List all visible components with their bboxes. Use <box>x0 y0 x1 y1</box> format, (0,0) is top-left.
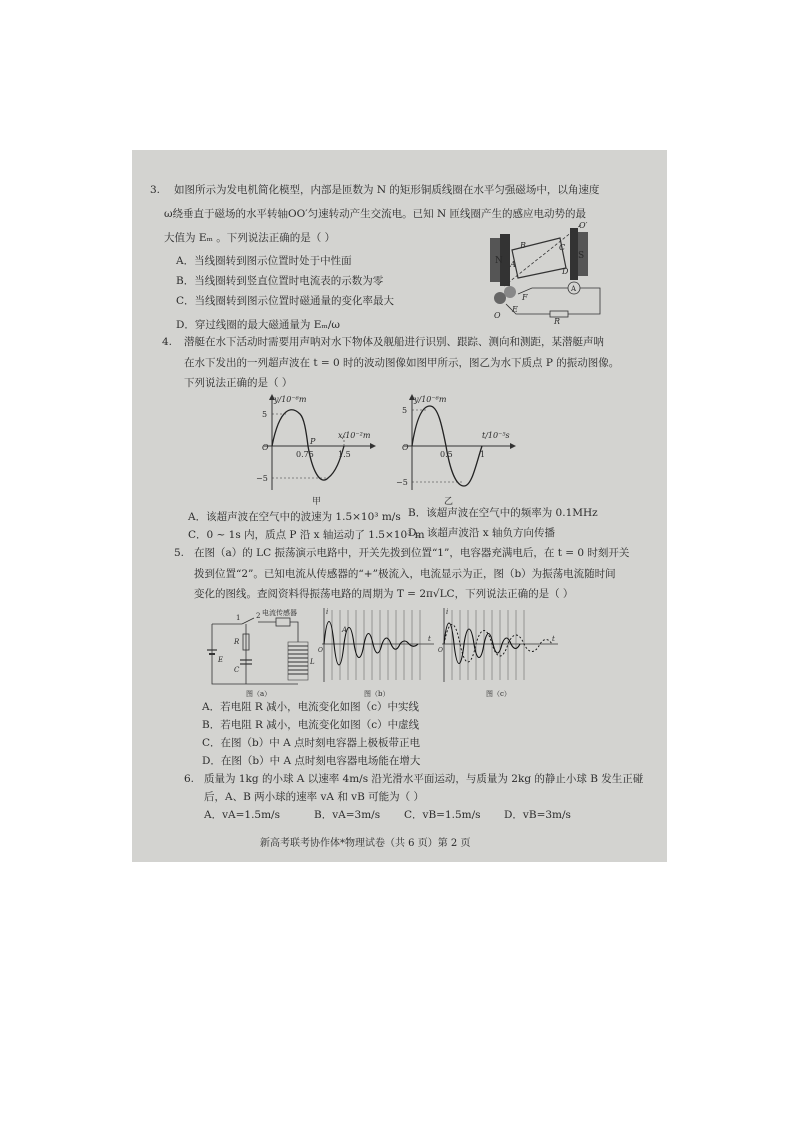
switch-pos-1: 1 <box>236 614 241 622</box>
q6-option-a: A．vA=1.5m/s <box>204 809 280 821</box>
q5-number: 5. <box>174 547 185 559</box>
i-axis-label: i <box>446 608 449 616</box>
q3-stem-line2: ω绕垂直于磁场的水平转轴OO′匀速转动产生交流电。已知 N 匝线圈产生的感应电动势的最 <box>164 208 587 220</box>
origin-label: O <box>262 443 269 452</box>
sensor-label: 电流传感器 <box>262 609 297 617</box>
magnet-s-face <box>570 228 578 280</box>
switch-blade <box>242 618 254 624</box>
x-tick-mid: 0.75 <box>296 450 314 459</box>
grid-lines <box>452 610 524 680</box>
y-tick-top: 5 <box>262 410 268 419</box>
q4-stem-line2: 在水下发出的一列超声波在 t = 0 时的波动图像如图甲所示，图乙为水下质点 P 的振动图像。 <box>184 357 620 369</box>
label-s: S <box>578 251 585 261</box>
y-axis-label: y/10⁻⁶m <box>414 395 447 404</box>
q3-stem-line1: 如图所示为发电机简化模型，内部是匝数为 N 的矩形铜质线圈在水平匀强磁场中，以角速度 <box>174 184 600 196</box>
q4-stem-line3: 下列说法正确的是（ ） <box>184 377 293 389</box>
label-f: F <box>522 293 528 302</box>
q3-number: 3. <box>150 184 161 196</box>
label-e: E <box>512 305 518 314</box>
q4-option-c: C．0 ~ 1s 内，质点 P 沿 x 轴运动了 1.5×10³ m <box>188 529 425 541</box>
slip-ring-2 <box>504 286 516 298</box>
wire-left-bottom <box>212 624 298 684</box>
t-tick-end: 1 <box>480 450 486 459</box>
y-axis-label: y/10⁻⁶m <box>274 395 307 404</box>
generator-diagram <box>482 220 602 325</box>
x-axis-label: x/10⁻²m <box>338 431 371 440</box>
y-tick-top: 5 <box>402 406 408 415</box>
label-a: A <box>510 260 516 269</box>
label-o: O <box>494 311 501 320</box>
wave-curve <box>272 410 344 480</box>
slip-ring-1 <box>494 292 506 304</box>
q5-option-c: C．在图（b）中 A 点时刻电容器上极板带正电 <box>202 737 421 749</box>
grid-lines <box>332 610 420 680</box>
q5-stem-line3: 变化的图线。查阅资料得振荡电路的周期为 T = 2π√LC，下列说法正确的是（ ） <box>194 588 574 600</box>
y-tick-bottom: −5 <box>256 474 268 483</box>
q5-stem-line2: 拨到位置“2”。已知电流从传感器的“+”极流入，电流显示为正，图（b）为振荡电流随时间 <box>194 568 616 580</box>
external-circuit <box>506 288 600 314</box>
label-r: R <box>554 317 561 325</box>
sensor-box <box>276 618 290 626</box>
label-d: D <box>562 267 569 276</box>
label-r: R <box>234 638 240 646</box>
q6-stem-line2: 后，A、B 两小球的速率 vA 和 vB 可能为（ ） <box>204 791 424 803</box>
q5-option-a: A．若电阻 R 减小，电流变化如图（c）中实线 <box>202 701 420 713</box>
q3-option-c: C．当线圈转到图示位置时磁通量的变化率最大 <box>176 295 395 307</box>
ammeter-label: A <box>571 285 577 293</box>
page-footer: 新高考联考协作体*物理试卷（共 6 页）第 2 页 <box>260 838 471 849</box>
lc-circuit-figure-a <box>206 606 318 698</box>
q6-number: 6. <box>184 773 195 785</box>
wire-top-right <box>290 622 298 642</box>
t-axis-label: t <box>428 635 431 643</box>
t-axis-label: t/10⁻⁵s <box>482 431 510 440</box>
wave-graph-jia <box>252 390 377 510</box>
q3-stem-line3: 大值为 Eₘ 。下列说法正确的是（ ） <box>164 232 336 244</box>
q3-option-d: D．穿过线圈的最大磁通量为 Eₘ/ω <box>176 319 340 331</box>
point-a-label: A <box>342 626 348 634</box>
switch-pos-2: 2 <box>256 612 261 620</box>
oscillation-figure-b <box>318 606 438 698</box>
q5-option-d: D．在图（b）中 A 点时刻电容器电场能在增大 <box>202 755 421 767</box>
q6-option-c: C．vB=1.5m/s <box>404 809 481 821</box>
label-l: L <box>310 658 315 666</box>
q4-option-a: A．该超声波在空气中的波速为 1.5×10³ m/s <box>188 511 401 523</box>
i-axis-label: i <box>326 608 329 616</box>
x-axis-arrow <box>370 443 376 449</box>
figure-b-caption: 图（b） <box>364 690 390 698</box>
q5-stem-line1: 在图（a）的 LC 振荡演示电路中，开关先拨到位置“1”，电容器充满电后，在 t = 0 时刻开关 <box>194 547 630 559</box>
label-b: B <box>520 241 526 250</box>
origin-label: O <box>402 443 409 452</box>
t-axis-label: t <box>552 635 555 643</box>
figure-a-caption: 图（a） <box>246 690 272 698</box>
label-c: C <box>559 243 566 252</box>
q3-option-a: A．当线圈转到图示位置时处于中性面 <box>176 255 352 267</box>
figure-c-caption: 图（c） <box>486 690 511 698</box>
point-p-label: P <box>310 437 316 446</box>
q4-option-b: B．该超声波在空气中的频率为 0.1MHz <box>408 507 598 519</box>
q6-option-d: D．vB=3m/s <box>504 809 571 821</box>
y-tick-bottom: −5 <box>396 478 408 487</box>
t-tick-mid: 0.5 <box>440 450 453 459</box>
solid-current-curve <box>444 623 520 664</box>
graph-caption: 乙 <box>444 497 454 507</box>
label-o-prime: O′ <box>579 221 588 230</box>
origin-label: O <box>318 647 323 654</box>
vibration-graph-yi <box>392 390 517 510</box>
graph-caption: 甲 <box>312 497 322 507</box>
q5-option-b: B．若电阻 R 减小，电流变化如图（c）中虚线 <box>202 719 420 731</box>
q6-option-b: B．vA=3m/s <box>314 809 381 821</box>
origin-label: O <box>438 647 443 654</box>
x-tick-end: 1.5 <box>338 450 351 459</box>
t-axis-arrow <box>510 443 516 449</box>
label-c: C <box>234 666 240 674</box>
q4-number: 4. <box>162 336 173 348</box>
oscillation-figure-c <box>438 606 562 698</box>
inductor-coil <box>288 642 308 680</box>
label-n: N <box>495 256 503 266</box>
label-e: E <box>218 656 224 664</box>
q4-stem-line1: 潜艇在水下活动时需要用声呐对水下物体及舰船进行识别、跟踪、测向和测距，某潜艇声呐 <box>184 336 604 348</box>
exam-page <box>132 150 667 862</box>
q4-option-d: D．该超声波沿 x 轴负方向传播 <box>408 527 556 539</box>
q3-option-b: B．当线圈转到竖直位置时电流表的示数为零 <box>176 275 384 287</box>
q6-stem-line1: 质量为 1kg 的小球 A 以速率 4m/s 沿光滑水平面运动，与质量为 2kg 的静止小球 B 发生正碰 <box>204 773 644 785</box>
